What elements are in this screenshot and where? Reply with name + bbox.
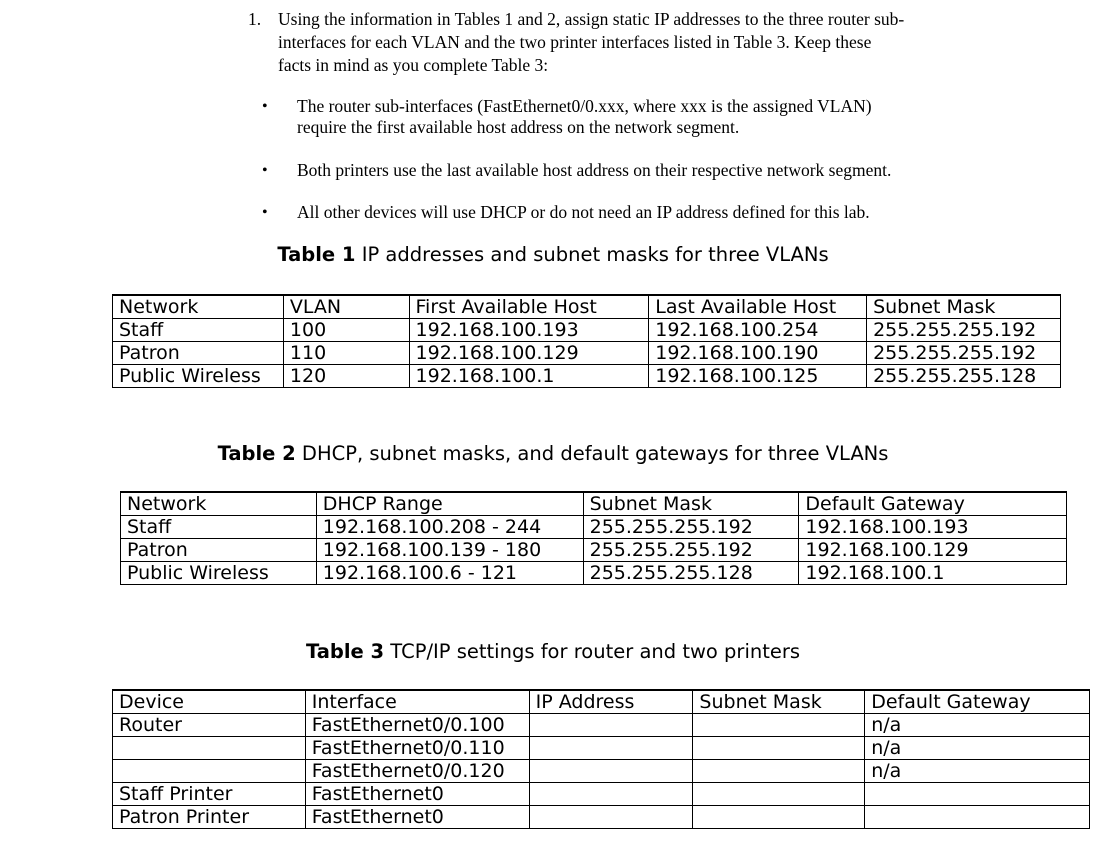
table-row <box>113 806 1090 829</box>
table-header-cell: Default Gateway <box>865 690 1090 714</box>
table-header-cell: Device <box>113 690 306 714</box>
table-header-cell: Network <box>113 295 284 319</box>
table-cell: n/a <box>865 737 1090 760</box>
table-header-cell: VLAN <box>283 295 409 319</box>
table-cell: 110 <box>283 342 409 365</box>
bullet-line: All other devices will use DHCP or do not need an IP address defined for this lab. <box>297 202 870 222</box>
ip-address-cell[interactable] <box>529 737 693 760</box>
table-cell: Staff <box>121 516 317 539</box>
table-row <box>113 342 1061 365</box>
table-header-cell: Last Available Host <box>649 295 867 319</box>
table-cell: 255.255.255.128 <box>867 365 1061 388</box>
table-header-cell: Interface <box>305 690 529 714</box>
table-cell: 192.168.100.129 <box>409 342 649 365</box>
default-gateway-cell[interactable] <box>865 806 1090 829</box>
instruction-text <box>278 8 904 77</box>
table-cell: 192.168.100.1 <box>409 365 649 388</box>
table-cell: 192.168.100.6 - 121 <box>316 562 583 585</box>
table-row <box>113 760 1090 783</box>
table-cell: FastEthernet0/0.110 <box>305 737 529 760</box>
ip-address-cell[interactable] <box>529 760 693 783</box>
table-cell: n/a <box>865 714 1090 737</box>
bullet-icon: • <box>262 162 268 179</box>
table-cell: 192.168.100.139 - 180 <box>316 539 583 562</box>
table-cell: FastEthernet0/0.120 <box>305 760 529 783</box>
table-header-cell: Subnet Mask <box>693 690 865 714</box>
table-row <box>121 562 1067 585</box>
ip-address-cell[interactable] <box>529 806 693 829</box>
table-header-cell: Default Gateway <box>799 492 1067 516</box>
table3 <box>112 689 1090 829</box>
instruction-line: Using the information in Tables 1 and 2, assign static IP addresses to the three router sub- <box>278 9 905 29</box>
bullet-line: Both printers use the last available host address on their respective network segment. <box>297 160 892 180</box>
table-cell: 255.255.255.192 <box>583 516 799 539</box>
bullet-icon: • <box>262 204 268 221</box>
table-cell: Router <box>113 714 306 737</box>
table-cell: 255.255.255.128 <box>583 562 799 585</box>
table-cell: Patron <box>121 539 317 562</box>
subnet-mask-cell[interactable] <box>693 760 865 783</box>
subnet-mask-cell[interactable] <box>693 737 865 760</box>
table-header-row <box>113 690 1090 714</box>
table-cell: 192.168.100.254 <box>649 319 867 342</box>
table-cell: Staff <box>113 319 284 342</box>
ip-address-cell[interactable] <box>529 783 693 806</box>
table-header-cell: DHCP Range <box>316 492 583 516</box>
instruction-block <box>248 8 1008 77</box>
table-cell: n/a <box>865 760 1090 783</box>
subnet-mask-cell[interactable] <box>693 806 865 829</box>
table-cell: FastEthernet0/0.100 <box>305 714 529 737</box>
instruction-line: facts in mind as you complete Table 3: <box>278 55 549 75</box>
table-cell: 255.255.255.192 <box>583 539 799 562</box>
table-cell: 192.168.100.193 <box>409 319 649 342</box>
table-cell: Patron <box>113 342 284 365</box>
default-gateway-cell[interactable] <box>865 783 1090 806</box>
table-cell: Staff Printer <box>113 783 306 806</box>
table3-caption <box>0 640 1096 663</box>
table-cell: 192.168.100.208 - 244 <box>316 516 583 539</box>
table3-caption-text: TCP/IP settings for router and two printers <box>384 640 801 663</box>
table1-caption-text: IP addresses and subnet masks for three VLANs <box>355 243 829 266</box>
list-item <box>262 202 1042 223</box>
table-row <box>113 783 1090 806</box>
subnet-mask-cell[interactable] <box>693 783 865 806</box>
bullet-line: require the first available host address on the network segment. <box>297 117 740 137</box>
table1-caption <box>0 243 1096 266</box>
table-cell: 255.255.255.192 <box>867 342 1061 365</box>
list-item <box>262 160 1042 181</box>
table-cell: Patron Printer <box>113 806 306 829</box>
table-header-cell: First Available Host <box>409 295 649 319</box>
table-cell: 120 <box>283 365 409 388</box>
table-row <box>121 539 1067 562</box>
table-cell: 192.168.100.190 <box>649 342 867 365</box>
table-cell: 192.168.100.125 <box>649 365 867 388</box>
bullet-line: The router sub-interfaces (FastEthernet0/0.xxx, where xxx is the assigned VLAN) <box>297 96 872 116</box>
table-cell <box>113 760 306 783</box>
table-header-row <box>113 295 1061 319</box>
table-header-cell: Network <box>121 492 317 516</box>
table-header-row <box>121 492 1067 516</box>
subnet-mask-cell[interactable] <box>693 714 865 737</box>
table1-caption-label: Table 1 <box>277 243 356 266</box>
table-cell: 192.168.100.193 <box>799 516 1067 539</box>
table-cell: 255.255.255.192 <box>867 319 1061 342</box>
table1 <box>112 294 1061 388</box>
table2-caption <box>0 442 1096 465</box>
table-cell: FastEthernet0 <box>305 806 529 829</box>
bullet-icon: • <box>262 98 268 115</box>
table-row <box>113 737 1090 760</box>
table-header-cell: Subnet Mask <box>867 295 1061 319</box>
table-cell: Public Wireless <box>113 365 284 388</box>
table-row <box>113 365 1061 388</box>
table-header-cell: Subnet Mask <box>583 492 799 516</box>
table-cell: 192.168.100.1 <box>799 562 1067 585</box>
table-cell <box>113 737 306 760</box>
table-cell: FastEthernet0 <box>305 783 529 806</box>
table-row <box>121 516 1067 539</box>
table2-caption-text: DHCP, subnet masks, and default gateways for three VLANs <box>295 442 889 465</box>
table-header-cell: IP Address <box>529 690 693 714</box>
ip-address-cell[interactable] <box>529 714 693 737</box>
table2-caption-label: Table 2 <box>217 442 296 465</box>
instruction-number: 1. <box>248 9 262 29</box>
instruction-line: interfaces for each VLAN and the two printer interfaces listed in Table 3. Keep these <box>278 32 872 52</box>
table-row <box>113 714 1090 737</box>
table3-caption-label: Table 3 <box>305 640 385 663</box>
list-item <box>262 96 1042 138</box>
table2 <box>120 491 1067 585</box>
table-row <box>113 319 1061 342</box>
table-cell: 192.168.100.129 <box>799 539 1067 562</box>
table-cell: 100 <box>283 319 409 342</box>
table-cell: Public Wireless <box>121 562 317 585</box>
